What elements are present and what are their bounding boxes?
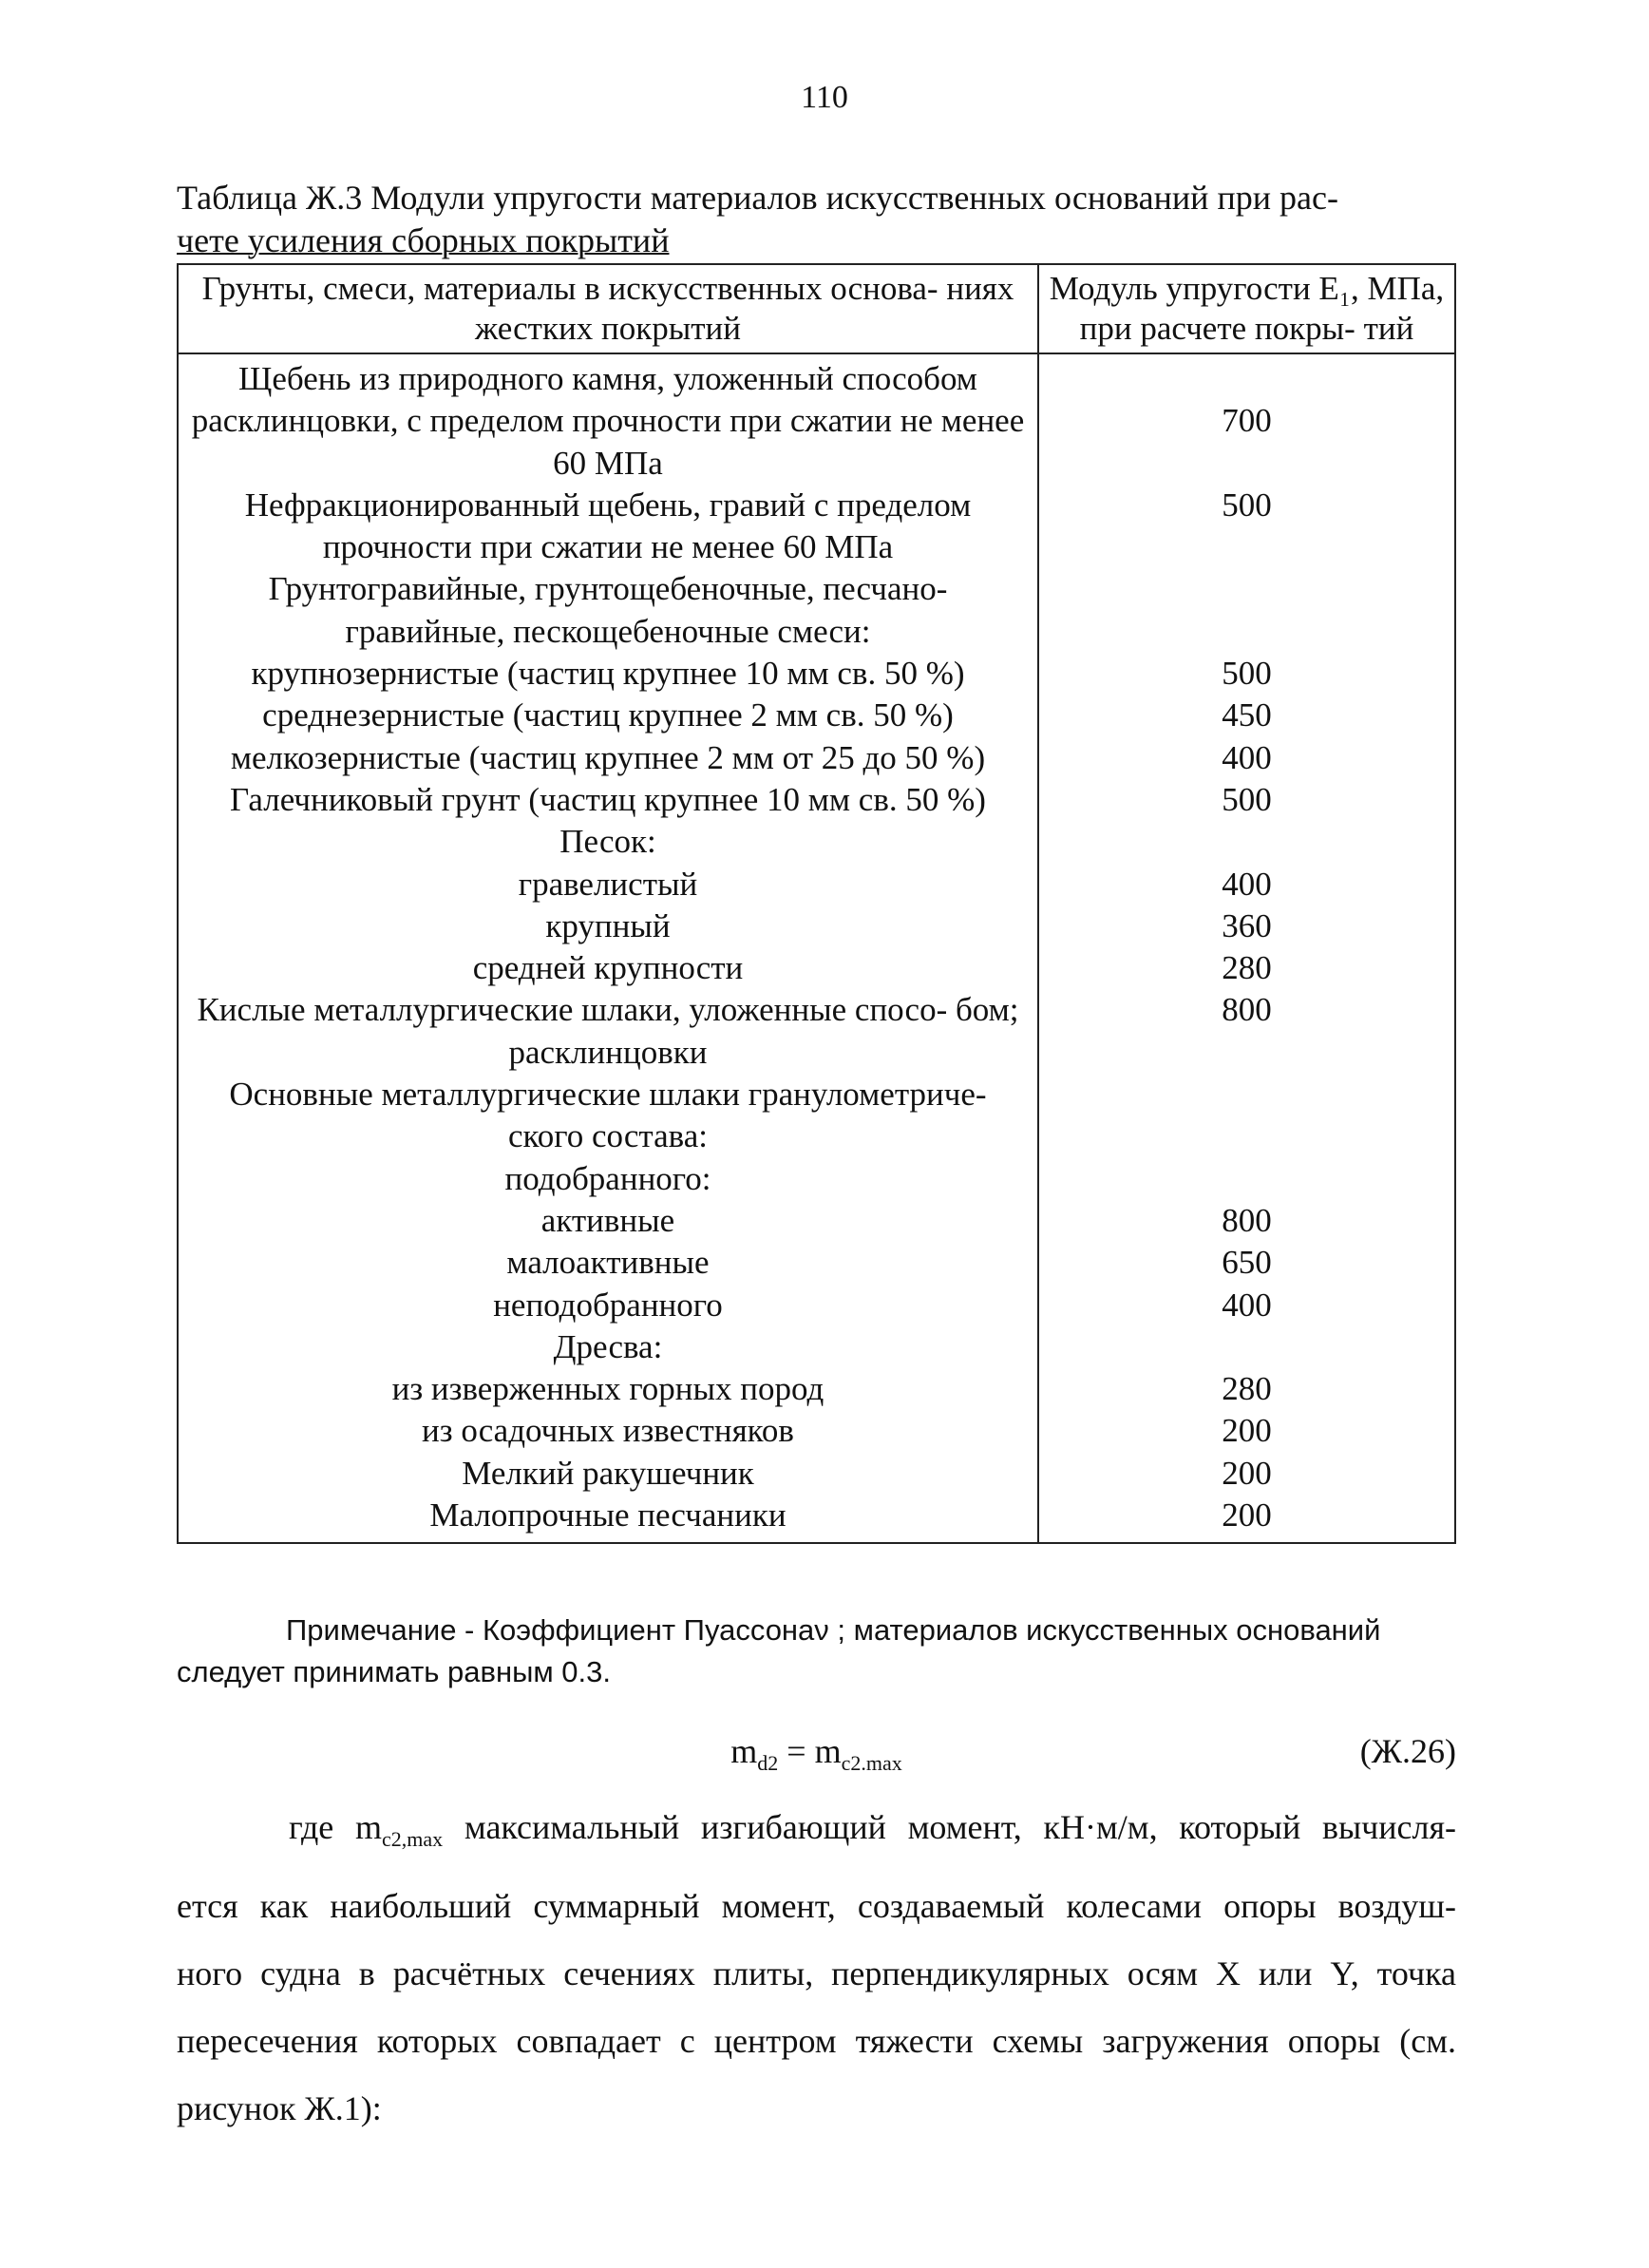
table-row [178, 1453, 1455, 1495]
value-cell: 200 [1038, 1410, 1455, 1452]
table-row [178, 485, 1455, 569]
value-cell: 280 [1038, 947, 1455, 989]
value-cell: 200 [1038, 1453, 1455, 1495]
table-caption [177, 177, 1464, 262]
header-material: Грунты, смеси, материалы в искусственных основа- ниях жестких покрытий [178, 264, 1038, 353]
material-cell: мелкозернистые (частиц крупнее 2 мм от 25 до 50 %) [178, 737, 1038, 779]
table-row [178, 1158, 1455, 1200]
material-cell: Грунтогравийные, грунтощебеночные, песчано- гравийные, пескощебеночные смеси: [178, 568, 1038, 653]
value-cell [1038, 568, 1455, 653]
material-cell: малоактивные [178, 1242, 1038, 1284]
note-line-2: следует принимать равным 0.3. [177, 1655, 612, 1688]
body-paragraph [177, 1794, 1456, 2143]
material-cell: из осадочных известняков [178, 1410, 1038, 1452]
paragraph-line-1: где $m_{c2,max}$ максимальный изгибающий момент, кН·м/м, который вычисля- [289, 1808, 1456, 1852]
value-cell: 700 [1038, 353, 1455, 485]
value-cell: 500 [1038, 779, 1455, 821]
value-cell: 400 [1038, 1285, 1455, 1326]
value-cell [1038, 821, 1455, 863]
caption-line-2: чете усиления сборных покрытий [177, 221, 670, 259]
value-cell [1038, 1326, 1455, 1368]
table-row [178, 947, 1455, 989]
table-row [178, 989, 1455, 1074]
table-row [178, 1074, 1455, 1158]
table-note [177, 1610, 1456, 1693]
material-cell: Дресва: [178, 1326, 1038, 1368]
page-number: 110 [801, 80, 848, 115]
value-cell: 400 [1038, 864, 1455, 905]
value-cell: 280 [1038, 1368, 1455, 1410]
material-cell: гравелистый [178, 864, 1038, 905]
value-cell: 400 [1038, 737, 1455, 779]
paragraph-line-4: пересечения которых совпадает с центром тяжести схемы загружения опоры (см. [177, 2022, 1456, 2061]
table-row [178, 653, 1455, 695]
table-row [178, 821, 1455, 863]
table-row [178, 905, 1455, 947]
value-cell: 800 [1038, 1200, 1455, 1242]
table-row [178, 779, 1455, 821]
table-row [178, 864, 1455, 905]
table-row [178, 1495, 1455, 1543]
value-cell: 360 [1038, 905, 1455, 947]
table-row [178, 1242, 1455, 1284]
material-cell: средней крупности [178, 947, 1038, 989]
material-cell: крупный [178, 905, 1038, 947]
value-cell [1038, 1074, 1455, 1158]
note-line-1: Примечание - Коэффициент Пуассонаν ; материалов искусственных оснований [286, 1613, 1381, 1647]
formula-expression: $m_{d2} = m_{c2.max}$ [730, 1732, 902, 1776]
table-row [178, 568, 1455, 653]
table-row [178, 737, 1455, 779]
formula-zh26 [177, 1731, 1456, 1779]
table-row [178, 1285, 1455, 1326]
value-cell: 800 [1038, 989, 1455, 1074]
value-cell: 500 [1038, 653, 1455, 695]
material-cell: активные [178, 1200, 1038, 1242]
material-cell: Малопрочные песчаники [178, 1495, 1038, 1543]
material-cell: среднезернистые (частиц крупнее 2 мм св. 50 %) [178, 695, 1038, 736]
material-cell: неподобранного [178, 1285, 1038, 1326]
caption-line-1: Таблица Ж.3 Модули упругости материалов искусственных оснований при рас- [177, 179, 1338, 217]
value-cell: 650 [1038, 1242, 1455, 1284]
table-row [178, 1410, 1455, 1452]
material-cell: Галечниковый грунт (частиц крупнее 10 мм св. 50 %) [178, 779, 1038, 821]
material-cell: Мелкий ракушечник [178, 1453, 1038, 1495]
value-cell: 200 [1038, 1495, 1455, 1543]
material-cell: Кислые металлургические шлаки, уложенные спосо- бом; расклинцовки [178, 989, 1038, 1074]
value-cell: 450 [1038, 695, 1455, 736]
material-cell: Щебень из природного камня, уложенный способом расклинцовки, с пределом прочности при сжатии не менее 60 МПа [178, 353, 1038, 485]
material-cell: крупнозернистые (частиц крупнее 10 мм св. 50 %) [178, 653, 1038, 695]
material-cell: Песок: [178, 821, 1038, 863]
table-row [178, 695, 1455, 736]
paragraph-line-2: ется как наибольший суммарный момент, создаваемый колесами опоры воздуш- [177, 1887, 1456, 1926]
value-cell: 500 [1038, 485, 1455, 569]
table-row [178, 1326, 1455, 1368]
material-cell: Нефракционированный щебень, гравий с пределом прочности при сжатии не менее 60 МПа [178, 485, 1038, 569]
table-row [178, 1200, 1455, 1242]
elastic-modulus-table [177, 263, 1456, 1544]
formula-number: (Ж.26) [1359, 1732, 1456, 1770]
material-cell: подобранного: [178, 1158, 1038, 1200]
paragraph-line-5: рисунок Ж.1): [177, 2089, 382, 2128]
paragraph-line-3: ного судна в расчётных сечениях плиты, перпендикулярных осям X или Y, точка [177, 1954, 1456, 1993]
value-cell [1038, 1158, 1455, 1200]
material-cell: из изверженных горных пород [178, 1368, 1038, 1410]
table-row [178, 1368, 1455, 1410]
table-header-row [178, 264, 1455, 353]
header-modulus: Модуль упругости E₁, МПа, при расчете покры- тий [1038, 264, 1455, 353]
material-cell: Основные металлургические шлаки гранулометриче- ского состава: [178, 1074, 1038, 1158]
table-row [178, 353, 1455, 485]
